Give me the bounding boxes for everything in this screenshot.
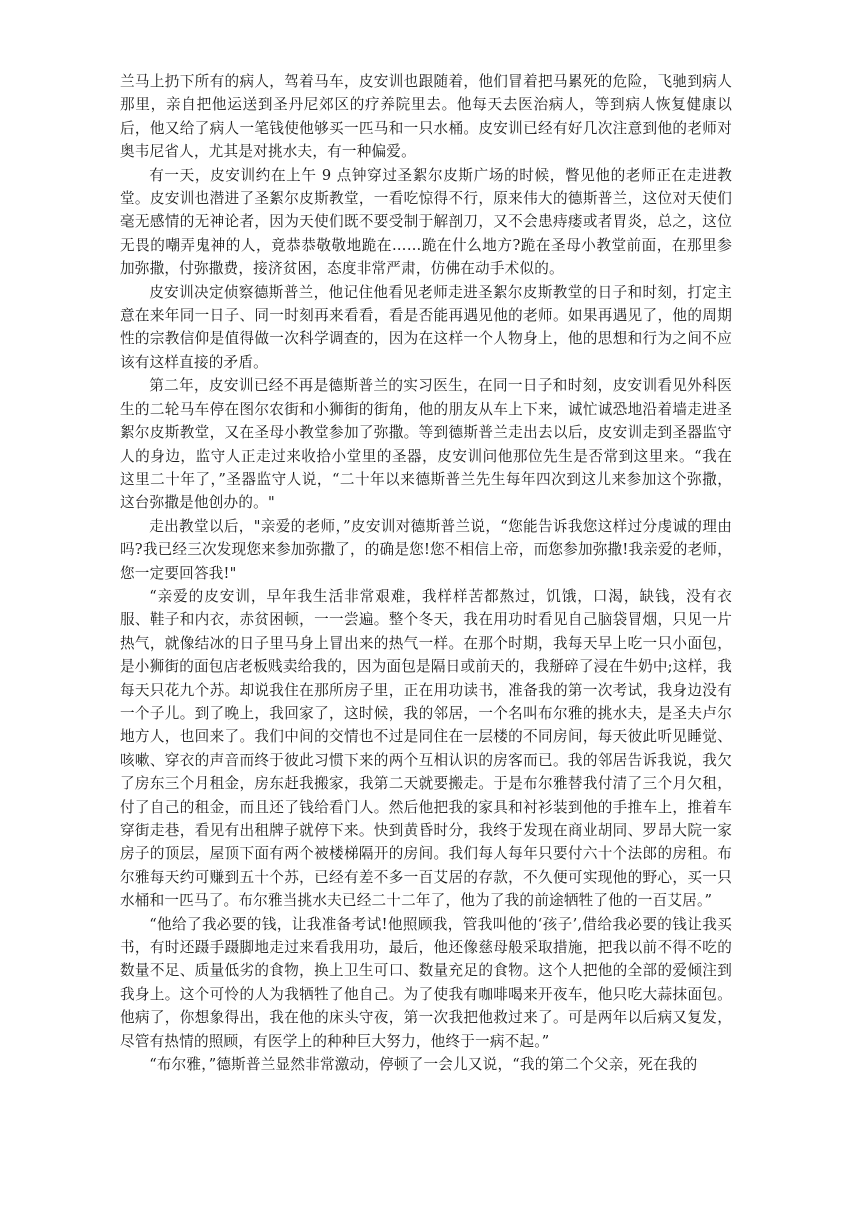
paragraph-7: “他给了我必要的钱，让我准备考试!他照顾我，管我叫他的‘孩子’,借给我必要的钱让我买书，有时还蹑手蹑脚地走过来看我用功，最后，他还像慈母般采取措施，把我以前不得不吃的数量不足、质量低劣的食物，换上卫生可口、数量充足的食物。这个人把他的全部的爱倾注到我身上。这个可怜的人为我牺牲了他自己。为了使我有咖啡喝来开夜车，他只吃大蒜抹面包。他病了，你想象得出，我在他的床头守夜，第一次我把他救过来了。可是两年以后病又复发，尽管有热情的照顾，有医学上的种种巨大努力，他终于一病不起。” <box>120 915 732 1050</box>
paragraph-8: “布尔雅，”德斯普兰显然非常激动，停顿了一会儿又说，“我的第二个父亲，死在我的 <box>149 1056 698 1074</box>
paragraph-4: 第二年，皮安训已经不再是德斯普兰的实习医生，在同一日子和时刻，皮安训看见外科医生的二轮马车停在图尔农街和小狮街的街角，他的朋友从车上下来，诚忙诚恐地沿着墙走进圣絮尔皮斯教堂，又在圣母小教堂参加了弥撒。等到德斯普兰走出去以后，皮安训走到圣器监守人的身边，监守人正走过来收拾小堂里的圣器，皮安训问他那位先生是否常到这里来。“我在这里二十年了，”圣器监守人说，“二十年以来德斯普兰先生每年四次到这儿来参加这个弥撒，这台弥撒是他创办的。" <box>120 377 732 512</box>
paragraph-6: “亲爱的皮安训，早年我生活非常艰难，我样样苦都熬过，饥饿，口渴，缺钱，没有衣服、鞋子和内衣，赤贫困顿，一一尝遍。整个冬天，我在用功时看见自己脑袋冒烟，只见一片热气，就像结冰的日子里马身上冒出来的热气一样。在那个时期，我每天早上吃一只小面包，是小狮街的面包店老板贱卖给我的，因为面包是隔日或前天的，我掰碎了浸在牛奶中;这样，我每天只花九个苏。却说我住在那所房子里，正在用功读书，准备我的第一次考试，我身边没有一个子儿。到了晚上，我回家了，这时候，我的邻居，一个名叫布尔雅的挑水夫，是圣夫卢尔地方人，也回来了。我们中间的交情也不过是同住在一层楼的不同房间，每天彼此听见睡觉、咳嗽、穿衣的声音而终于彼此习惯下来的两个互相认识的房客而已。我的邻居告诉我说，我欠了房东三个月租金，房东赶我搬家，我第二天就要搬走。于是布尔雅替我付清了三个月欠租，付了自己的租金，而且还了钱给看门人。然后他把我的家具和衬衫装到他的手推车上，推着车穿街走巷，看见有出租牌子就停下来。快到黄昏时分，我终于发现在商业胡同、罗昂大院一家房子的顶层，屋顶下面有两个被楼梯隔开的房间。我们每人每年只要付六十个法郎的房租。布尔雅每天约可赚到五十个苏，已经有差不多一百艾居的存款，不久便可实现他的野心，买一只水桶和一匹马了。布尔雅当挑水夫已经二十二年了，他为了我的前途牺牲了他的一百艾居。” <box>120 587 732 910</box>
paragraph-5: 走出教堂以后，"亲爱的老师，”皮安训对德斯普兰说，“您能告诉我您这样过分虔诚的理由吗?我已经三次发现您来参加弥撒了，的确是您!您不相信上帝，而您参加弥撒!我亲爱的老师，您一定要回答我!" <box>120 517 732 582</box>
document-page <box>120 70 732 1076</box>
paragraph-2: 有一天，皮安训约在上午 9 点钟穿过圣絮尔皮斯广场的时候，瞥见他的老师正在走进教堂。皮安训也潜进了圣絮尔皮斯教堂，一看吃惊得不行，原来伟大的德斯普兰，这位对天使们毫无感情的无神论者，因为天使们既不要受制于解剖刀，又不会患痔瘘或者胃炎，总之，这位无畏的嘲弄鬼神的人，竟恭恭敬敬地跪在……跪在什么地方?跪在圣母小教堂前面，在那里参加弥撒，付弥撒费，接济贫困，态度非常严肃，仿佛在动手术似的。 <box>120 166 732 278</box>
paragraph-3: 皮安训决定侦察德斯普兰，他记住他看见老师走进圣絮尔皮斯教堂的日子和时刻，打定主意在来年同一日子、同一时刻再来看看，看是否能再遇见他的老师。如果再遇见了，他的周期性的宗教信仰是值得做一次科学调查的，因为在这样一个人物身上，他的思想和行为之间不应该有这样直接的矛盾。 <box>120 283 732 371</box>
paragraph-1: 兰马上扔下所有的病人，驾着马车，皮安训也跟随着，他们冒着把马累死的危险，飞驰到病人那里，亲自把他运送到圣丹尼郊区的疗养院里去。他每天去医治病人，等到病人恢复健康以后，他又给了病人一笔钱使他够买一匹马和一只水桶。皮安训已经有好几次注意到他的老师对奥韦尼省人，尤其是对挑水夫，有一种偏爱。 <box>120 73 732 161</box>
